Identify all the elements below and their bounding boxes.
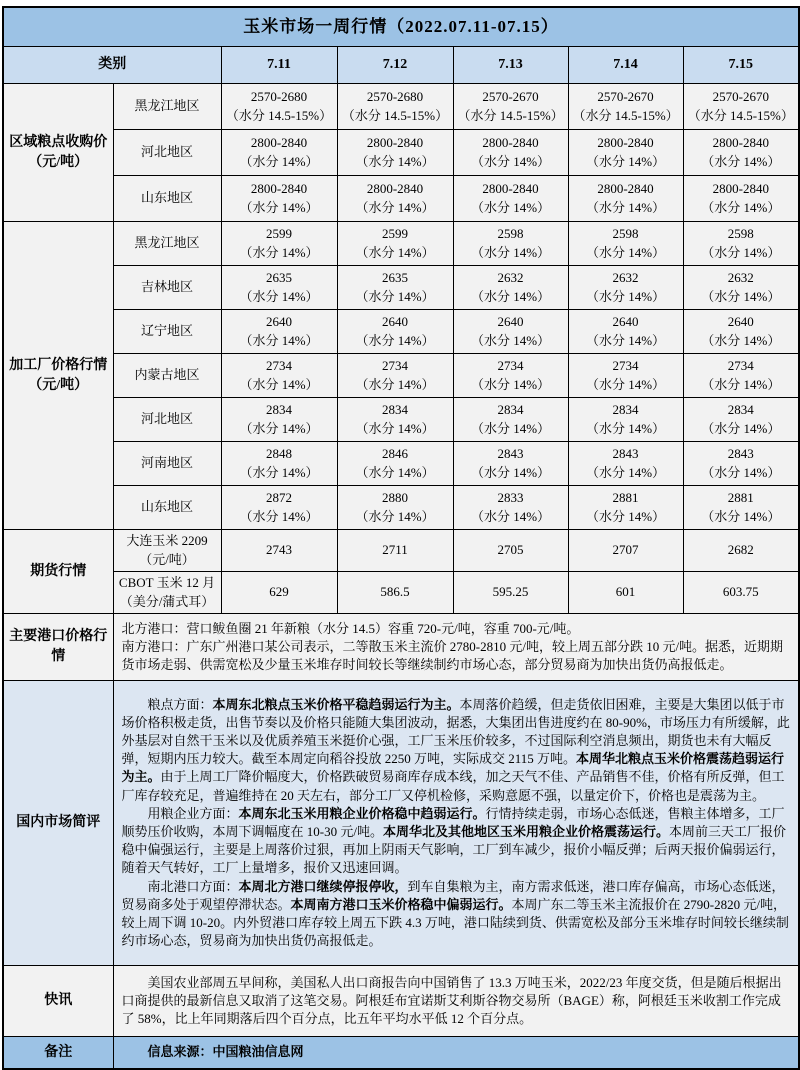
price-cell: 2880 （水分 14%） <box>337 486 453 530</box>
factory-row <box>3 266 799 310</box>
price-cell: 2800-2840 （水分 14%） <box>453 176 568 222</box>
price-cell: 2734 （水分 14%） <box>568 354 683 398</box>
futures-row <box>3 572 799 614</box>
region-cell: 辽宁地区 <box>113 310 221 354</box>
note-row <box>3 1037 799 1070</box>
price-cell: 2635 （水分 14%） <box>337 266 453 310</box>
price-cell: 2599 （水分 14%） <box>221 222 337 266</box>
price-cell: 2711 <box>337 530 453 572</box>
price-cell: 2599 （水分 14%） <box>337 222 453 266</box>
column-header-date: 7.12 <box>337 47 453 84</box>
price-cell: 2632 （水分 14%） <box>568 266 683 310</box>
price-cell: 2640 （水分 14%） <box>221 310 337 354</box>
note-content: 信息来源：中国粮油信息网 <box>113 1037 799 1070</box>
price-cell: 601 <box>568 572 683 614</box>
price-cell: 2570-2670 （水分 14.5-15%） <box>683 84 799 130</box>
section-label-news: 快讯 <box>3 966 113 1037</box>
region-cell: 吉林地区 <box>113 266 221 310</box>
price-cell: 2707 <box>568 530 683 572</box>
price-cell: 2800-2840 （水分 14%） <box>568 176 683 222</box>
section-label-futures: 期货行情 <box>3 530 113 614</box>
review-content <box>113 681 799 966</box>
price-cell: 2800-2840 （水分 14%） <box>337 130 453 176</box>
price-cell: 2570-2680 （水分 14.5-15%） <box>221 84 337 130</box>
section-unit-text: （元/吨） <box>28 377 89 393</box>
news-content <box>113 966 799 1037</box>
price-cell: 2833 （水分 14%） <box>453 486 568 530</box>
price-cell: 2734 （水分 14%） <box>221 354 337 398</box>
review-paragraph: 用粮企业方面：本周东北玉米用粮企业价格稳中趋弱运行。行情持续走弱，市场心态低迷，售粮主体增多，工厂顺势压价收购，本周下调幅度在 10-30 元/吨。本周华北及其他地区玉米用粮企业价格震荡运行。本周前三天工厂报价稳中偏强运行，主要是上周落价过狠，再加上阴雨天气影响，工厂到车减少，报价小幅反弹；后两天报价偏弱运行，随着天气转好，工厂上量增多，报价又迅速回调。 <box>121 805 786 876</box>
section-label-purchase <box>3 84 113 222</box>
price-cell: 2834 （水分 14%） <box>568 398 683 442</box>
price-cell: 629 <box>221 572 337 614</box>
purchase-row <box>3 176 799 222</box>
purchase-row <box>3 84 799 130</box>
column-header-date: 7.11 <box>221 47 337 84</box>
region-cell: 山东地区 <box>113 486 221 530</box>
factory-row <box>3 486 799 530</box>
factory-row <box>3 442 799 486</box>
price-cell: 2800-2840 （水分 14%） <box>683 176 799 222</box>
price-cell: 2834 （水分 14%） <box>453 398 568 442</box>
title-row <box>3 7 799 47</box>
price-cell: 2800-2840 （水分 14%） <box>221 176 337 222</box>
price-cell: 2843 （水分 14%） <box>568 442 683 486</box>
header-row <box>3 47 799 84</box>
ports-south-line: 南方港口：广东广州港口某公司表示，二等散玉米主流价 2780-2810 元/吨，较上周五部分跌 10 元/吨。据悉，近期期货市场走弱、供需宽松及少量玉米堆存时间较长等继续制约市场心态，部分贸易商为加快出货仍高报低走。 <box>121 638 784 673</box>
price-cell: 2598 （水分 14%） <box>568 222 683 266</box>
price-cell: 2843 （水分 14%） <box>683 442 799 486</box>
ports-row <box>3 614 799 681</box>
price-cell: 2705 <box>453 530 568 572</box>
price-cell: 2640 （水分 14%） <box>568 310 683 354</box>
review-row <box>3 681 799 966</box>
factory-row <box>3 310 799 354</box>
news-paragraph: 美国农业部周五早间称，美国私人出口商报告向中国销售了 13.3 万吨玉米，2022/23 年度交货，但是随后根据出口商提供的最新信息又取消了这笔交易。阿根廷布宜诺斯艾利斯谷物交易所（BAGE）称，阿根廷玉米收割工作完成了 58%，比上年同期落后四个百分点，比五年平均水平低 12 个百分点。 <box>121 974 782 1027</box>
price-cell: 2598 （水分 14%） <box>683 222 799 266</box>
section-label-factory <box>3 222 113 530</box>
price-cell: 2834 （水分 14%） <box>221 398 337 442</box>
price-cell: 2800-2840 （水分 14%） <box>453 130 568 176</box>
region-cell: 河北地区 <box>113 398 221 442</box>
price-cell: 2632 （水分 14%） <box>453 266 568 310</box>
price-cell: 603.75 <box>683 572 799 614</box>
section-label-text: 加工厂价格行情 <box>9 357 108 373</box>
section-label-note: 备注 <box>3 1037 113 1070</box>
column-header-category: 类别 <box>3 47 221 84</box>
price-cell: 2734 （水分 14%） <box>337 354 453 398</box>
review-paragraph: 粮点方面：本周东北粮点玉米价格平稳趋弱运行为主。本周落价趋缓，但走货依旧困难，主要是大集团以低于市场价格积极走货，出售节奏以及价格只能随大集团波动，据悉，大集团出售进度约在 80-90%，市场压力有所缓解，此外基层对自然干玉米以及优质养殖玉米挺价心强，工厂玉米压价较多，不过国际利空消息频出，期货也未有大幅反弹，短期内压力较大。截至本周定向稻谷投放 2250 万吨，实际成交 2115 万吨。本周华北粮点玉米价格震荡趋弱运行为主。由于上周工厂降价幅度大，价格跌破贸易商库存成本线，加之天气不佳、产品销售不佳，价格有所反弹，但工厂库存较充足，普遍维持在 20 天左右，部分工厂又停机检修，采购意愿不强，以量定价下，价格也是震荡为主。 <box>121 696 790 803</box>
region-cell: 山东地区 <box>113 176 221 222</box>
section-unit-text: （元/吨） <box>28 154 89 170</box>
factory-row <box>3 222 799 266</box>
price-cell: 2640 （水分 14%） <box>337 310 453 354</box>
section-label-text: 区域粮点收购价 <box>9 134 108 150</box>
price-cell: 2598 （水分 14%） <box>453 222 568 266</box>
price-cell: 2846 （水分 14%） <box>337 442 453 486</box>
price-cell: 2800-2840 （水分 14%） <box>337 176 453 222</box>
price-cell: 2570-2680 （水分 14.5-15%） <box>337 84 453 130</box>
price-cell: 2632 （水分 14%） <box>683 266 799 310</box>
price-cell: 2881 （水分 14%） <box>683 486 799 530</box>
price-cell: 2834 （水分 14%） <box>683 398 799 442</box>
price-cell: 2635 （水分 14%） <box>221 266 337 310</box>
purchase-row <box>3 130 799 176</box>
contract-cell: CBOT 玉米 12 月 （美分/蒲式耳） <box>113 572 221 614</box>
column-header-date: 7.14 <box>568 47 683 84</box>
price-cell: 2800-2840 （水分 14%） <box>221 130 337 176</box>
price-cell: 595.25 <box>453 572 568 614</box>
price-cell: 2640 （水分 14%） <box>683 310 799 354</box>
ports-content <box>113 614 799 681</box>
region-cell: 黑龙江地区 <box>113 222 221 266</box>
section-label-review: 国内市场简评 <box>3 681 113 966</box>
price-cell: 2640 （水分 14%） <box>453 310 568 354</box>
price-cell: 2800-2840 （水分 14%） <box>568 130 683 176</box>
section-label-ports: 主要港口价格行情 <box>3 614 113 681</box>
factory-row <box>3 354 799 398</box>
futures-row <box>3 530 799 572</box>
price-cell: 2872 （水分 14%） <box>221 486 337 530</box>
price-cell: 2743 <box>221 530 337 572</box>
corn-market-table <box>2 6 800 1070</box>
price-cell: 586.5 <box>337 572 453 614</box>
price-cell: 2570-2670 （水分 14.5-15%） <box>568 84 683 130</box>
price-cell: 2843 （水分 14%） <box>453 442 568 486</box>
price-cell: 2682 <box>683 530 799 572</box>
review-paragraph: 南北港口方面：本周北方港口继续停报停收，到车自集粮为主，南方需求低迷，港口库存偏高，市场心态低迷，贸易商多处于观望停滞状态。本周南方港口玉米价格稳中偏弱运行。本周广东二等玉米主流报价在 2790-2820 元/吨，较上周下调 10-20。内外贸港口库存较上周五下跌 4.3 万吨，港口陆续到货、供需宽松及部分玉米堆存时间较长继续制约市场心态，贸易商为加快出货仍高报低走。 <box>121 878 789 949</box>
price-cell: 2834 （水分 14%） <box>337 398 453 442</box>
contract-cell: 大连玉米 2209 （元/吨） <box>113 530 221 572</box>
column-header-date: 7.15 <box>683 47 799 84</box>
region-cell: 黑龙江地区 <box>113 84 221 130</box>
page-title: 玉米市场一周行情（2022.07.11-07.15） <box>3 7 799 47</box>
price-cell: 2881 （水分 14%） <box>568 486 683 530</box>
region-cell: 河南地区 <box>113 442 221 486</box>
news-row <box>3 966 799 1037</box>
region-cell: 河北地区 <box>113 130 221 176</box>
region-cell: 内蒙古地区 <box>113 354 221 398</box>
price-cell: 2734 （水分 14%） <box>453 354 568 398</box>
factory-row <box>3 398 799 442</box>
price-cell: 2800-2840 （水分 14%） <box>683 130 799 176</box>
ports-north-line: 北方港口：营口鲅鱼圈 21 年新粮（水分 14.5）容重 720-元/吨，容重 700-元/吨。 <box>121 620 580 636</box>
price-cell: 2734 （水分 14%） <box>683 354 799 398</box>
price-cell: 2848 （水分 14%） <box>221 442 337 486</box>
column-header-date: 7.13 <box>453 47 568 84</box>
price-cell: 2570-2670 （水分 14.5-15%） <box>453 84 568 130</box>
